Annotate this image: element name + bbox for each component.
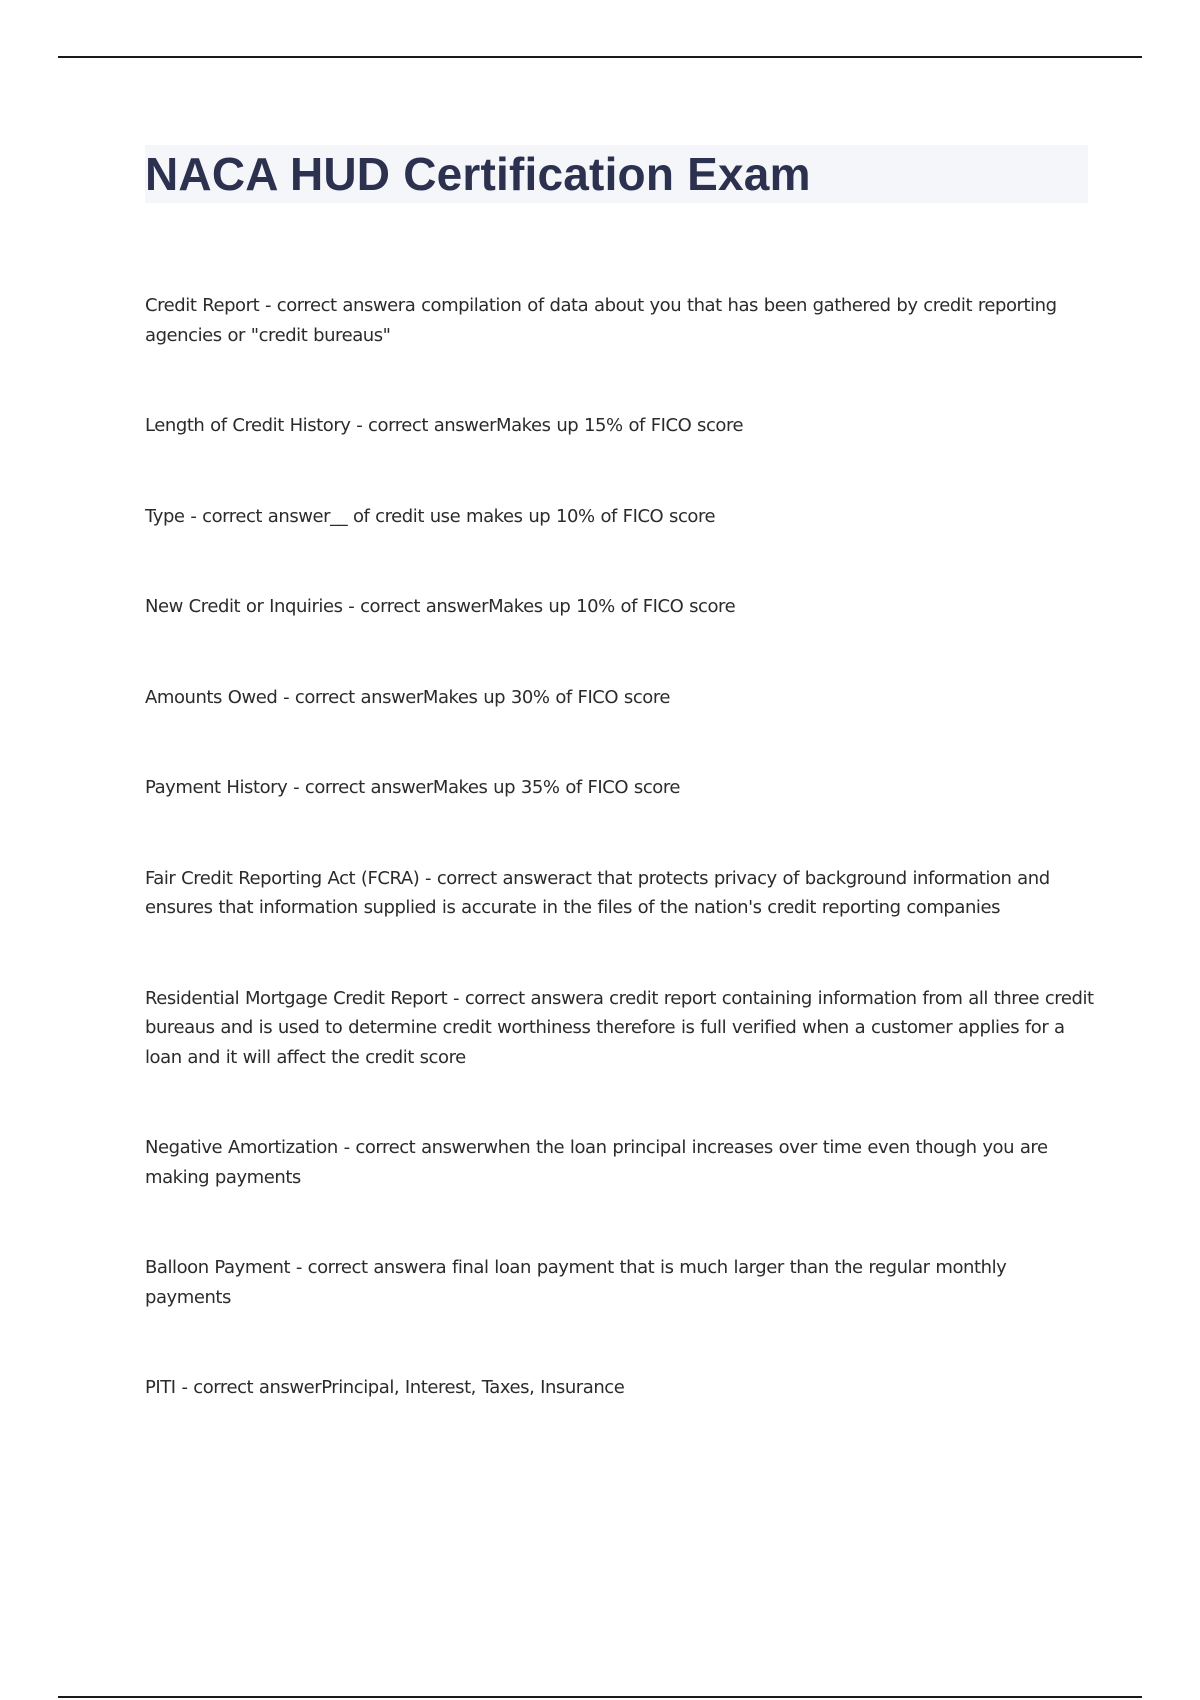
qa-item-payment-history: Payment History - correct answerMakes up 35% of FICO score bbox=[145, 777, 681, 798]
document-title: NACA HUD Certification Exam bbox=[145, 148, 811, 200]
qa-item-piti: PITI - correct answerPrincipal, Interest, Taxes, Insurance bbox=[145, 1377, 625, 1398]
qa-item-length-of-credit-history: Length of Credit History - correct answerMakes up 15% of FICO score bbox=[145, 415, 744, 436]
qa-item-balloon-payment: Balloon Payment - correct answera final loan payment that is much larger than the regular monthly payments bbox=[145, 1257, 1007, 1308]
qa-item-credit-report: Credit Report - correct answera compilation of data about you that has been gathered by credit reporting agencies or "credit bureaus" bbox=[145, 295, 1057, 346]
qa-item-type: Type - correct answer__ of credit use makes up 10% of FICO score bbox=[145, 505, 716, 527]
header-rule bbox=[58, 56, 1142, 58]
footer-rule bbox=[58, 1696, 1142, 1698]
qa-item-residential-mortgage-credit-report: Residential Mortgage Credit Report - correct answera credit report containing information from all three credit bureaus and is used to determine credit worthiness therefore is full verified when a customer applies for a loan and it will affect the credit score bbox=[145, 987, 1094, 1068]
qa-item-negative-amortization: Negative Amortization - correct answerwhen the loan principal increases over time even though you are making payments bbox=[145, 1137, 1048, 1188]
qa-item-amounts-owed: Amounts Owed - correct answerMakes up 30% of FICO score bbox=[145, 686, 671, 708]
qa-item-new-credit-or-inquiries: New Credit or Inquiries - correct answerMakes up 10% of FICO score bbox=[145, 596, 736, 617]
qa-list bbox=[145, 291, 1095, 1403]
qa-item-fcra: Fair Credit Reporting Act (FCRA) - correct answeract that protects privacy of background information and ensures that information supplied is accurate in the files of the nation's credit reporting companies bbox=[145, 867, 1050, 918]
